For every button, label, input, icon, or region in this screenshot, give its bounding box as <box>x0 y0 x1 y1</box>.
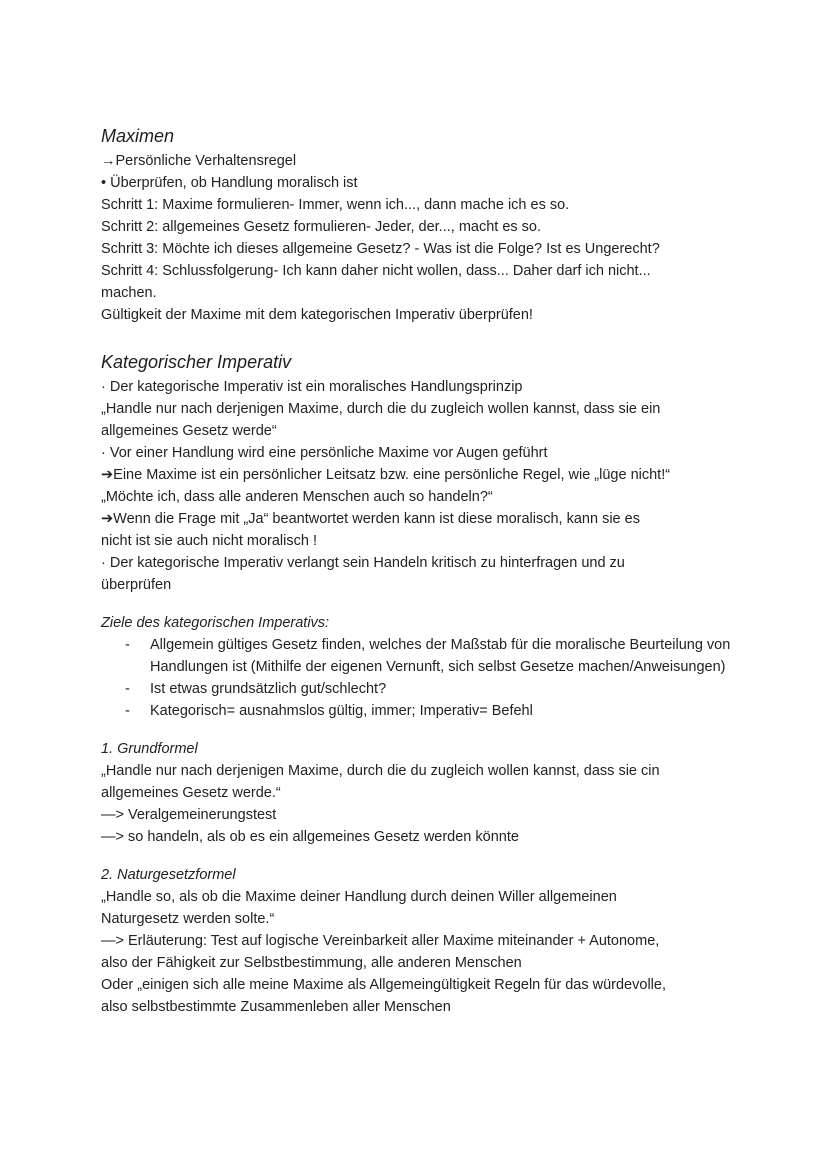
text-line: Schritt 3: Möchte ich dieses allgemeine Gesetz? - Was ist die Folge? Ist es Ungerecht? <box>101 241 660 257</box>
document-content <box>101 120 751 1018</box>
heading-maximen: Maximen <box>101 126 175 146</box>
text-line: →Persönliche Verhaltensregel <box>101 153 297 169</box>
text-line: —> Erläuterung: Test auf logische Vereinbarkeit aller Maxime miteinander + Autonome, <box>101 933 660 949</box>
text-line: „Möchte ich, dass alle anderen Menschen auch so handeln?“ <box>101 489 493 505</box>
text-line: „Handle nur nach derjenigen Maxime, durch die du zugleich wollen kannst, dass sie cin <box>101 763 660 779</box>
dash-bullet: - <box>125 703 130 719</box>
text-line: · Der kategorische Imperativ verlangt sein Handeln kritisch zu hinterfragen und zu <box>101 555 625 571</box>
ziele-list <box>101 634 751 722</box>
text-line: ➔Eine Maxime ist ein persönlicher Leitsatz bzw. eine persönliche Regel, wie „lüge nicht!“ <box>101 467 671 483</box>
list-item <box>101 678 751 700</box>
text-line: allgemeines Gesetz werde“ <box>101 423 277 439</box>
text-line: • Überprüfen, ob Handlung moralisch ist <box>101 175 358 191</box>
text-line: Gültigkeit der Maxime mit dem kategorischen Imperativ überprüfen! <box>101 307 533 323</box>
list-item <box>101 634 751 678</box>
list-item-text: Kategorisch= ausnahmslos gültig, immer; Imperativ= Befehl <box>150 703 533 719</box>
text-line: überprüfen <box>101 577 172 593</box>
heading-naturgesetzformel: 2. Naturgesetzformel <box>101 867 236 883</box>
spacer <box>101 848 751 864</box>
text-line: Schritt 1: Maxime formulieren- Immer, wenn ich..., dann mache ich es so. <box>101 197 570 213</box>
text-line: allgemeines Gesetz werde.“ <box>101 785 281 801</box>
spacer <box>101 326 751 346</box>
list-item <box>101 700 751 722</box>
text-line: „Handle so, als ob die Maxime deiner Handlung durch deinen Willer allgemeinen <box>101 889 617 905</box>
text-line: Schritt 2: allgemeines Gesetz formulieren- Jeder, der..., macht es so. <box>101 219 542 235</box>
text-line: Naturgesetz werden solte.“ <box>101 911 275 927</box>
heading-ziele: Ziele des kategorischen Imperativs: <box>101 615 330 631</box>
dash-bullet: - <box>125 681 130 697</box>
spacer <box>101 722 751 738</box>
dash-bullet: - <box>125 637 130 653</box>
text-line: · Vor einer Handlung wird eine persönliche Maxime vor Augen geführt <box>101 445 548 461</box>
text-line: also der Fähigkeit zur Selbstbestimmung, alle anderen Menschen <box>101 955 522 971</box>
list-item-text: Allgemein gültiges Gesetz finden, welches der Maßstab für die moralische Beurteilung von Handlungen ist (Mithilfe der eigenen Vernunft, sich selbst Gesetze machen/Anweisungen) <box>150 637 731 675</box>
text-line: nicht ist sie auch nicht moralisch ! <box>101 533 317 549</box>
list-item-text: Ist etwas grundsätzlich gut/schlecht? <box>150 681 387 697</box>
text-line: Schritt 4: Schlussfolgerung- Ich kann daher nicht wollen, dass... Daher darf ich nicht... <box>101 263 651 279</box>
text-line: also selbstbestimmte Zusammenleben aller Menschen <box>101 999 451 1015</box>
text-line: · Der kategorische Imperativ ist ein moralisches Handlungsprinzip <box>101 379 523 395</box>
heading-grundformel: 1. Grundformel <box>101 741 198 757</box>
text-line: Oder „einigen sich alle meine Maxime als Allgemeingültigkeit Regeln für das würdevolle, <box>101 977 666 993</box>
text-line: —> Veralgemeinerungstest <box>101 807 277 823</box>
heading-kategorischer-imperativ: Kategorischer Imperativ <box>101 352 292 372</box>
text-line: —> so handeln, als ob es ein allgemeines Gesetz werden könnte <box>101 829 519 845</box>
text-line: machen. <box>101 285 157 301</box>
text-line: ➔Wenn die Frage mit „Ja“ beantwortet werden kann ist diese moralisch, kann sie es <box>101 511 640 527</box>
text-line: „Handle nur nach derjenigen Maxime, durch die du zugleich wollen kannst, dass sie ein <box>101 401 661 417</box>
spacer <box>101 596 751 612</box>
